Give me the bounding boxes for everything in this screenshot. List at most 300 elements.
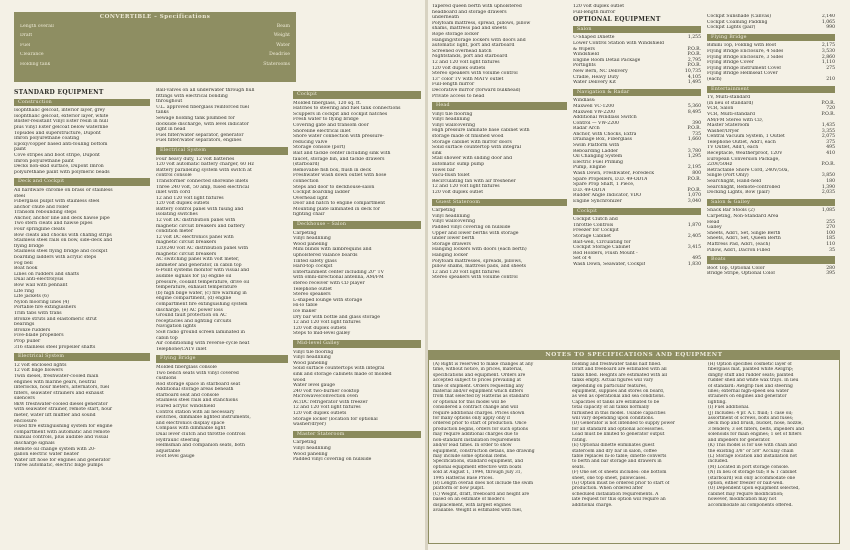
price-item-name: Sheets, Add'l, Set, Queen Berth <box>707 236 781 242</box>
price-item-name: Windlass: <box>573 98 596 104</box>
standard-list-2 <box>156 88 288 460</box>
list-item: Remote oil change system with 20- <box>14 446 96 452</box>
list-item: Hard-top cockpit <box>293 264 333 270</box>
list-item: 8kW freshwater-cooled diesel generator <box>14 401 108 407</box>
list-item: 120 volt duplex outlets <box>293 411 347 417</box>
list-item: inlet with cord <box>156 190 191 196</box>
standard-col-1 <box>14 88 150 544</box>
price-item-name: Maxwell VW-2200 <box>573 109 616 115</box>
spec-label: Weight <box>273 33 290 39</box>
list-item: available. Weight is estimated with fuel, <box>433 507 523 513</box>
list-item: of standard: Awlgrip fuel and steering <box>708 383 793 389</box>
list-item: cushions <box>156 376 177 382</box>
list-item: Sewage holding tank plumbed for <box>156 115 235 121</box>
list-item: displacement, with largest engines <box>433 502 511 508</box>
list-item: Fixed fire extinguishing system for engine <box>14 424 113 430</box>
price-value: 2,075 <box>821 134 835 140</box>
list-item: (starboard) will only accommodate one <box>708 475 796 481</box>
list-item: and/or lead times. In order to show <box>433 443 512 449</box>
list-item: Padded vinyl covering on hullside <box>432 224 511 230</box>
list-item: Bait and tackle center including sink with <box>293 150 391 156</box>
price-item-name: Portlights <box>573 63 596 69</box>
list-item: Carpeting <box>293 230 317 236</box>
list-item: Wood paneling <box>293 241 328 247</box>
section-header: Entertainment <box>707 86 835 94</box>
list-item: 12 and 120 volt light fixtures <box>293 320 361 326</box>
price-row <box>573 262 701 268</box>
list-item: 12 volt DC distribution panel with <box>156 218 236 224</box>
price-item-name: Receptacle, Weatherproof, 120V <box>707 151 783 157</box>
list-item: production begins, orders for such options <box>433 426 528 432</box>
list-item: option, either freezer or bait-well. <box>708 480 784 486</box>
list-item: Lines on rudders and shafts <box>14 271 80 277</box>
list-item: Vinyl wallcovering <box>432 122 476 128</box>
list-item: Vinyl headlining <box>293 446 331 452</box>
list-item: Polyfoam mattress, spread, pillows, pillow <box>432 20 531 26</box>
list-item: tanks filled. Heights are estimated with all <box>572 372 667 378</box>
list-item: additional charge. <box>572 502 613 508</box>
list-item: scheduled installation requirements. A <box>572 491 659 497</box>
list-item: deck mop and brush, bucket, hose, nozzle, <box>708 421 803 427</box>
price-value: 3,415 <box>687 245 701 251</box>
list-item: Wood paneling <box>293 360 328 366</box>
price-value: 3,355 <box>821 128 835 134</box>
price-item-name: Galley <box>707 225 722 231</box>
list-item: late request for this option will require an <box>572 497 666 503</box>
spec-label: Deadrise <box>269 52 290 58</box>
list-item: shams, mattress pad and sheets <box>432 26 507 32</box>
list-item: AC switching panel with volt meter, <box>156 257 240 263</box>
list-item: (H) Option specifies cosmetic layer of <box>708 362 792 367</box>
price-item-name: Wash Down, Seawater, Cockpit <box>573 261 646 267</box>
list-item: adjustable <box>156 448 181 454</box>
list-item: lines; external high-speed sea water <box>708 389 789 395</box>
list-item: flying bridge <box>14 243 44 249</box>
standard-col-2 <box>156 88 288 544</box>
list-item: Vinyl wallcovering <box>432 219 476 225</box>
list-item: stateroom and dry bar in salon, coffee <box>572 448 657 454</box>
price-value: 2,195 <box>687 165 701 171</box>
list-item: equipment, construction details, line drawing <box>433 448 535 454</box>
price-item-name: Spare Propellers, D.D. 49-ODTA <box>573 176 648 182</box>
price-value: 2,175 <box>821 43 835 49</box>
section-header: Navigation & Radar <box>573 89 701 97</box>
list-item: Decks non-skid surface, Dupont Imron <box>14 164 104 170</box>
list-item: Bow cleats and chocks with chafing strips <box>14 232 112 238</box>
standard-heading: STANDARD EQUIPMENT <box>14 89 104 96</box>
list-item: rudder shell and white wax trays. In lieu <box>708 378 799 384</box>
list-item: light in head <box>156 127 186 133</box>
price-item-name: Radar Arch <box>573 126 600 132</box>
list-item: Decorative mirror (forward bulkhead) <box>432 87 521 93</box>
price-value: 3,850 <box>821 173 835 179</box>
list-item: Life jackets (6) <box>14 294 49 300</box>
list-item: Imron polyurethane paint <box>14 158 74 164</box>
list-item: equipment, supplies and stores on board, <box>572 389 665 395</box>
list-item: Hanging locker <box>432 252 468 258</box>
section-header: Flying Bridge <box>707 34 835 42</box>
list-item: sheet, one top sheet, pillowcases. <box>572 475 647 481</box>
list-item: based on an estimate of model's <box>433 497 505 503</box>
price-value: 2,405 <box>687 233 701 239</box>
list-item: Vinyl headlining <box>432 117 470 123</box>
list-item: accepted subject to prices prevailing at <box>433 378 522 384</box>
price-value: 990 <box>826 25 835 31</box>
price-value: 2,140 <box>821 14 835 19</box>
list-item: Transformer connected shoreline inlets <box>156 178 249 184</box>
list-item: solenoids for main engines; 1 set of filters <box>708 432 802 438</box>
price-item-name: Flying Bridge Enclosure, 3 Sides <box>707 54 784 60</box>
list-item: with seawater strainer, remote start, hour <box>14 407 113 413</box>
list-item: Overhead light <box>293 195 328 201</box>
list-item: considered a contract change and will <box>433 405 519 411</box>
list-item: receptacles and lighting circuits <box>156 318 232 324</box>
list-item: Shore water connection with pressure- <box>293 134 384 140</box>
price-value: 185 <box>826 236 835 242</box>
list-item: may include some optional items. <box>433 453 508 459</box>
price-item-name: Rudder Angle Indicator, VDO <box>573 193 642 199</box>
price-item-name: Bimini Top, Folding with Boot <box>707 43 777 49</box>
optional-col-top <box>573 4 701 15</box>
spec-label: Clearance <box>20 52 44 58</box>
list-item: Telephone outlet <box>293 286 333 292</box>
list-item: time, without notice, in prices, material, <box>433 367 523 373</box>
price-value: 5,360 <box>687 103 701 109</box>
price-value: P.O.R. <box>821 111 835 117</box>
spec-label: Staterooms <box>263 61 290 67</box>
list-item: Cockpit boarding ladder <box>293 190 350 196</box>
list-item: manual controls, plus audible and visual <box>14 435 109 441</box>
list-item: ammeter and generator, in cabin top <box>156 262 242 268</box>
price-value: 1,660 <box>687 137 701 143</box>
list-item: (b) high bilge water, (c) fire warning in <box>156 290 247 296</box>
list-item: automatic sump pump <box>432 162 485 168</box>
notes-list-1 <box>433 362 567 513</box>
list-item: Padded vinyl covering on hullside <box>293 457 372 463</box>
list-item: starboard seat and console <box>156 392 220 398</box>
list-item: time of shipment. Orders requesting any <box>433 383 524 389</box>
list-item: Mini blinds with lambrequins and <box>293 247 372 253</box>
list-item: (A) Right is reserved to make changes at any <box>433 362 534 367</box>
list-item: Stainless steel rails and stanchions <box>156 398 238 404</box>
list-item: Water lift hose for engines and generator <box>14 457 111 463</box>
price-item-name: Flying Bridge Enclosure, 4 Sides <box>707 48 784 54</box>
price-item-name: Cockpit Storage Cabinet <box>573 245 631 251</box>
price-item-name: TV Outlet, Add'l, each <box>707 145 759 151</box>
price-item-name: New Bern, NC Delivery <box>573 68 628 74</box>
list-item: Bronze struts and elastomeric strut <box>14 316 97 322</box>
list-item: total capacity of all tanks normally <box>572 405 650 411</box>
list-item: engine compartment, (d) engine <box>156 296 232 302</box>
price-value: P.O.R. <box>687 126 701 132</box>
list-item: Wood paneling <box>293 451 328 457</box>
list-item: 12 volt enclosed lights <box>14 362 67 368</box>
list-item: headboard and storage drawers <box>432 9 507 15</box>
list-item: Boat hook <box>14 266 38 272</box>
price-value: 10,735 <box>684 68 701 74</box>
list-item: reducing valve <box>293 139 328 145</box>
price-value: 1,870 <box>687 222 701 228</box>
notes-col-3 <box>708 362 838 508</box>
list-item: plus Vinyl Ester gelcoat below waterline <box>14 124 109 130</box>
price-value: 1,390 <box>821 184 835 190</box>
list-item: Vinyl tile flooring <box>293 349 334 355</box>
price-item-name: Cockpit Sunshade (Canvas) <box>707 14 772 19</box>
price-item-name: Washer/Dryer <box>707 128 740 134</box>
list-item: table replaces hi-lo table; dinette converts <box>572 453 667 459</box>
list-item: Blister-resistant Vinyl Ester resin in hull <box>14 119 108 125</box>
list-item: the existing 3/8" or 5/8" Acculay chain <box>708 448 794 454</box>
list-item: Fiberglass pulpit with stainless steel <box>14 199 100 205</box>
price-item-name: Flying Bridge Helmseat Cover <box>707 71 778 77</box>
list-item: Foot level gauge <box>156 454 195 460</box>
list-item: discharge signals <box>14 441 55 447</box>
list-item: steel <box>14 193 26 199</box>
list-item: Battery control panel with fusing and <box>156 206 244 212</box>
list-item: Hi-lo table <box>293 303 318 309</box>
price-value: 2,035 <box>821 190 835 196</box>
price-value: 495 <box>826 145 835 151</box>
list-item: Capacities of tanks are estimated to be <box>572 399 660 405</box>
list-item: Three automatic, electric bilge pumps <box>14 463 103 469</box>
list-item: enclosure <box>14 418 37 424</box>
list-item: non-standard installation requirements <box>433 437 521 443</box>
list-item: however, modification may not <box>708 497 777 503</box>
list-item: Stereo speakers with volume control <box>432 275 518 281</box>
list-item: 6-Point systems monitor with visual and <box>156 268 250 274</box>
price-item-name: Pump, Engine <box>573 165 606 171</box>
section-header: Salon <box>573 26 701 34</box>
price-value: 1,495 <box>687 80 701 86</box>
list-item: wood <box>293 377 306 383</box>
list-item: with omni-directional antenna, AM/FM <box>293 275 384 281</box>
list-item: connection <box>293 178 319 184</box>
list-item: Hatches to steering and fuel tank connections <box>293 106 401 112</box>
list-item: Shoreline electrical inlet <box>293 128 351 134</box>
price-item-name: Wash Down, Freshwater, Foredeck <box>573 171 654 177</box>
price-item-name: Spare Prop Shaft, 1 Piece, <box>573 182 635 188</box>
list-item: Compass with dimmable light <box>156 426 226 432</box>
list-item: audible signals for (a) engine oil <box>156 274 232 279</box>
list-item: Four heavy duty, 12 volt batteries <box>156 156 235 162</box>
list-item: Private access to head <box>432 93 485 99</box>
price-value: 495 <box>692 256 701 262</box>
list-item: 120/240 volt AC distribution panel with <box>156 246 249 252</box>
list-item: Air conditioning with reverse-cycle heat <box>156 341 250 347</box>
list-item: (E) Optional dinette eliminates guest <box>572 443 655 449</box>
list-item: Nylon mooring lines (4) <box>14 299 70 305</box>
price-row <box>707 190 835 196</box>
price-item-name: Docking Lights, Bow (pair) <box>707 190 770 196</box>
optional-col <box>573 4 701 346</box>
list-item: Transom rebounding steps <box>14 210 77 216</box>
list-item: control console <box>156 173 192 179</box>
list-item: for all standard and optional accessories. <box>572 426 664 432</box>
spec-row <box>20 33 290 39</box>
list-item: Steps and door to deckhouse-salon <box>293 184 375 190</box>
spec-row <box>20 62 290 68</box>
price-item-name: Engine Room Detail Package <box>573 57 641 63</box>
list-item: sink and storage cabinets made of molded <box>293 371 392 377</box>
price-item-name: D.D. 49-ODTA <box>573 187 606 193</box>
price-value: P.O.R. <box>821 100 835 106</box>
list-item: Twin diesel, freshwater-cooled main <box>14 373 99 379</box>
list-item: Fuel filter/water separators, engines <box>156 138 242 144</box>
list-item: condition meter <box>156 229 194 235</box>
price-row <box>707 271 835 277</box>
list-item: 120 volt duplex outlet <box>573 4 625 9</box>
price-item-name: Central Vacuum System, 1 Outlet <box>707 134 785 140</box>
price-item-name: & Wipers <box>573 46 595 52</box>
spec-rows <box>20 24 290 68</box>
list-item: (I) Fuel additional. <box>708 405 750 411</box>
price-value: 4,105 <box>687 74 701 80</box>
list-item: Storage console (port) <box>293 145 346 151</box>
price-item-name: Lower Control Station with Windshield <box>573 40 664 46</box>
list-item: Fuel filter/water separator, generator <box>156 132 244 138</box>
list-item: Flared acrylic windshield <box>156 404 215 410</box>
list-item: magnetic circuit breakers <box>156 251 217 257</box>
price-item-name: Electric Fuel Priming <box>573 159 623 165</box>
list-item: as well as operational and sea conditions. <box>572 394 665 400</box>
list-item: Hanging lockers with doors (each berth) <box>432 247 527 253</box>
price-value: 390 <box>692 120 701 126</box>
list-item: (M) Located in port storage console. <box>708 464 790 470</box>
price-item-name: VCR, Multi-standard <box>707 111 755 117</box>
list-item: Carpeting <box>293 440 317 446</box>
list-item: Freshwater wash down outlet with hose <box>293 173 387 179</box>
list-item: Vinyl tile flooring <box>432 111 473 117</box>
list-item: 1995 Hatteras Base Prices. <box>433 475 494 481</box>
list-item: compartment with automatic and remote <box>14 429 110 435</box>
list-item: Bow wall with pennant <box>14 283 68 288</box>
list-item: stereo receiver with CD player <box>293 281 365 286</box>
list-item: strainers on engines and generator <box>708 394 787 400</box>
list-item: Carpeting <box>432 208 456 214</box>
spec-label: Fuel <box>20 42 31 48</box>
section-header: Master Stateroom <box>293 431 421 439</box>
list-item: Imron polyurethane coating <box>14 136 80 142</box>
price-item-name: Cockpit Lights (pair) <box>707 25 756 31</box>
list-item: paint <box>14 147 26 153</box>
list-item: 12 and 120 volt light fixtures <box>293 405 361 411</box>
price-value: 1,830 <box>687 261 701 267</box>
list-item: Stall shower with sliding door and <box>432 156 513 162</box>
list-item: (starboard) <box>293 162 320 168</box>
list-item: Polyfoam mattresses, spreads, pillows, <box>432 258 523 264</box>
list-item: seats. <box>572 464 585 470</box>
spec-row <box>20 52 290 58</box>
list-item: 12 volt DC electronics panel with <box>156 234 234 240</box>
list-item: pillow shams, mattress pads, and sheets <box>432 264 527 270</box>
spec-label: Beam <box>276 23 290 29</box>
notes-col-2 <box>572 362 704 508</box>
list-item: Cove stripes and boot stripe, Dupont <box>14 152 100 158</box>
price-row <box>707 77 835 83</box>
list-item: 12 and 120 volt light fixtures <box>432 184 500 190</box>
list-item: (G) Option must be ordered prior to start of <box>572 480 670 486</box>
list-item: 240 volt two-burner cooktop <box>293 388 360 394</box>
price-item-name: Flying Bridge Cover <box>707 60 754 66</box>
list-item: Ball-valves on all underwater through hull <box>156 88 255 93</box>
price-value: 1,110 <box>821 60 835 66</box>
price-item-name: Boot Top, Optional Color <box>707 265 765 271</box>
standard-list-3 <box>293 91 421 463</box>
price-value: 1,255 <box>687 35 701 41</box>
list-item: boarding ladders with acrylic steps <box>14 255 97 261</box>
price-value: 3,530 <box>821 48 835 54</box>
section-header: Head <box>432 102 567 110</box>
price-item-name: (each) <box>707 76 722 82</box>
list-item: Additional storage areas beneath <box>156 387 234 393</box>
list-item: tanks empty. Actual figures will vary <box>572 378 654 384</box>
list-item: cabin top <box>156 335 178 341</box>
list-item: lighting. <box>708 399 727 405</box>
price-item-name: (in lieu of standard) <box>707 100 754 106</box>
list-item: throughout <box>156 99 183 105</box>
list-item: temperature, exhaust temperature <box>156 285 238 291</box>
price-value: 375 <box>826 139 835 145</box>
price-value: 100 <box>826 230 835 236</box>
list-item: filters, seawater strainers and exhaust <box>14 390 104 396</box>
price-item-name: Bait-well, Circulating for <box>573 239 631 245</box>
list-item: 120 volt duplex outlets <box>156 201 210 207</box>
list-item: AC/DC refrigerator with freezer <box>293 399 368 405</box>
price-item-name: Windshield <box>573 52 599 58</box>
list-item: Vinyl headlining <box>293 236 331 242</box>
price-row <box>707 25 835 31</box>
list-item: Mounting plate laminated in deck for <box>293 206 380 212</box>
list-item: Stereo speakers with volume control <box>432 71 518 77</box>
list-item: Steps to mid-level galley <box>293 331 351 337</box>
price-item-name: Retractable Shore Cord, 240V/50a, <box>707 167 789 173</box>
price-item-name: Maxwell VC-1200 <box>573 103 615 109</box>
section-header: Deck and Cockpit <box>14 178 150 186</box>
list-item: Rod storage space in starboard seat <box>156 381 241 387</box>
price-value: 2,860 <box>821 54 835 60</box>
list-item: Control station with all necessary <box>156 409 235 415</box>
price-item-name: Throttle Controls <box>573 222 614 228</box>
notes-list-2 <box>572 362 704 508</box>
list-item: Four springline cleats <box>14 227 65 233</box>
list-item: Hanging/storage lockers with doors and <box>432 37 526 43</box>
list-item: depending on particular features, <box>572 383 648 389</box>
list-item: (D) Generator is not intended to supply power <box>572 421 675 427</box>
list-item: Three 240 volt, 50 amp, fused electrical <box>156 184 250 190</box>
list-item: 12 and 120 volt light fixtures <box>432 59 500 65</box>
list-item: Telephone/CATV inlet <box>156 346 207 352</box>
list-item: (J) Includes: 4 pr. A.T. fluid; 1 case oil; <box>708 410 793 416</box>
list-item: pressure, coolant temperature, drive oil <box>156 279 250 285</box>
spec-row <box>20 43 290 49</box>
list-item: Removable fish box, flush in deck <box>293 167 371 173</box>
list-item: silencers <box>14 396 35 402</box>
list-item: fighting chair <box>293 212 325 218</box>
list-item: from that selected by Hatteras as standard <box>433 394 529 400</box>
section-header: Boats <box>707 256 835 264</box>
spec-row <box>20 24 290 30</box>
list-item: Recirculating fan with air freshener <box>432 178 516 184</box>
notes-list-3 <box>708 362 838 508</box>
list-item: included. <box>708 459 729 465</box>
list-item: rating. <box>572 437 587 443</box>
list-item: sold at August 1, 1994, through July 31, <box>433 470 522 476</box>
list-item: 120 volt duplex outlet <box>432 190 484 195</box>
list-item: Ice maker <box>293 308 317 314</box>
price-item-name: Telephone Outlet, Add'l, each <box>707 139 776 145</box>
list-item: Full-length mirror <box>573 9 616 15</box>
list-item: Tapered queen berth with upholstered <box>432 4 522 9</box>
